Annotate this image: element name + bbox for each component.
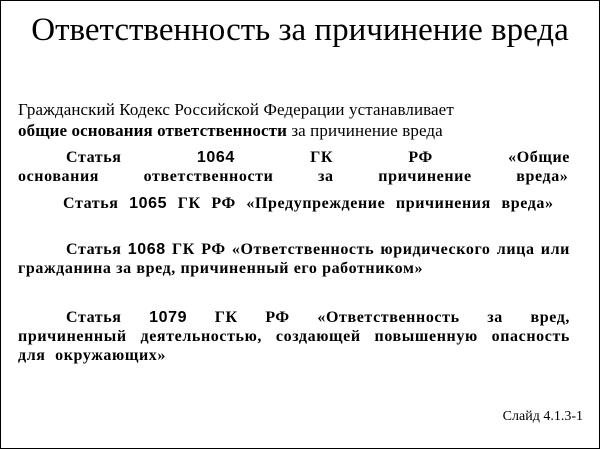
article-prefix: Статья [66,241,128,258]
article-title: «Общие основания ответственности за причинение вреда» [18,149,570,185]
intro-text-bold: общие основания ответственности [18,121,287,140]
article-code: ГК РФ [234,149,509,166]
article-number: 1079 [149,309,188,326]
article-number: 1068 [127,241,166,258]
article-code: ГК РФ [165,241,232,258]
article-prefix: Статья [66,149,197,166]
article-1079 [18,308,570,365]
article-prefix: Статья [63,195,130,212]
intro-text-start: Гражданский Кодекс Российской Федерации устанавливает [18,100,454,119]
article-1068 [18,240,570,278]
slide-title: Ответственность за причинение вреда [31,12,569,48]
article-title: «Ответственность юридического лица или гражданина за вред, причиненный его работником» [18,241,570,277]
article-title: «Предупреждение причинения вреда» [246,195,554,212]
article-1065 [18,194,570,213]
intro-text-end: за причинение вреда [287,121,443,140]
intro-paragraph [18,99,578,141]
slide-number: Слайд 4.1.3-1 [502,409,583,424]
article-prefix: Статья [66,309,150,326]
article-number: 1065 [129,195,168,212]
article-1064 [18,148,570,186]
article-number: 1064 [196,149,235,166]
article-code: ГК РФ [167,195,247,212]
article-code: ГК РФ [187,309,318,326]
article-title: «Ответственность за вред, причиненный деятельностью, создающей повышенную опасность для окружающих» [18,309,570,364]
